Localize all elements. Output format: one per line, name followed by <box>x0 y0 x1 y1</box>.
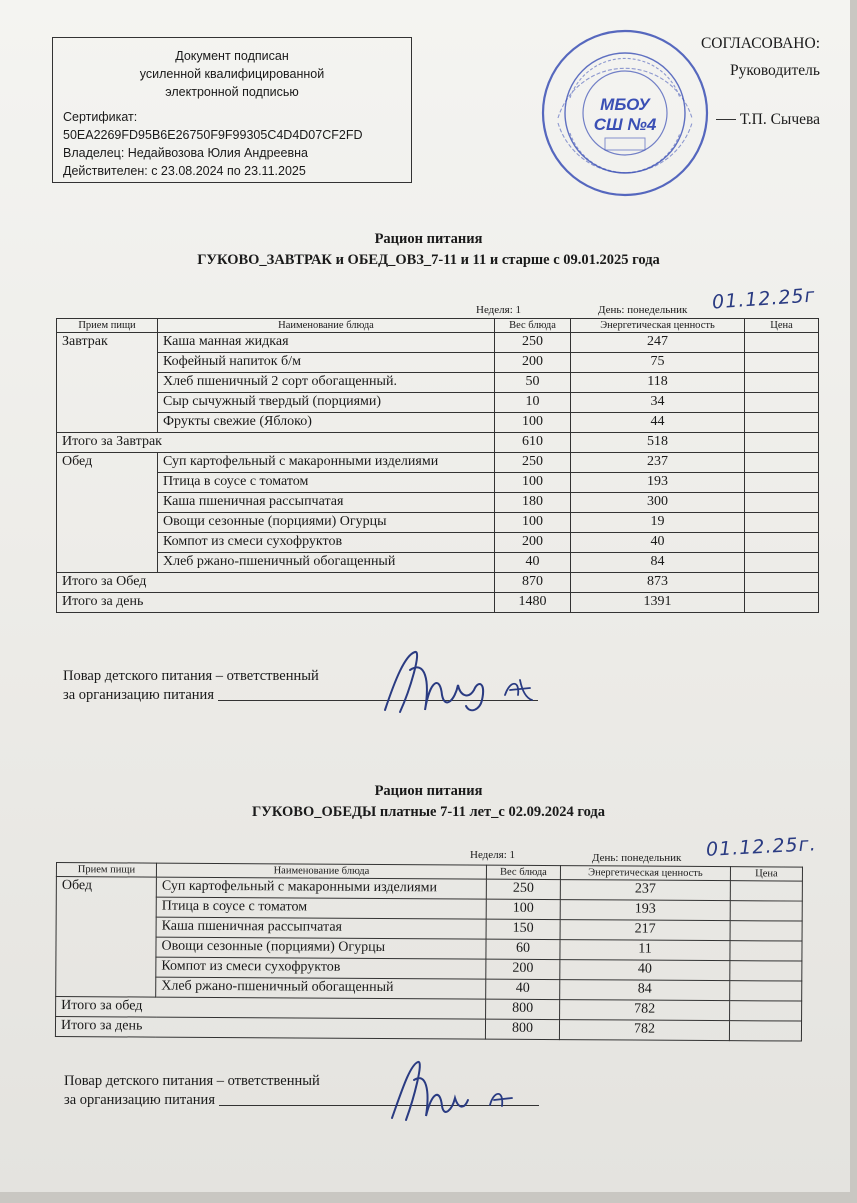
approval-role: Руководитель <box>729 62 820 79</box>
table-row: Компот из смеси сухофруктов 200 40 <box>56 957 802 982</box>
col-meal: Прием пищи <box>56 863 156 878</box>
table-row: Обед Суп картофельный с макаронными изделиями 250 237 <box>57 453 819 473</box>
table-row: Птица в соусе с томатом 100 193 <box>56 897 802 922</box>
col-energy: Энергетическая ценность <box>571 319 745 333</box>
menu1-table <box>56 318 819 613</box>
certificate-label: Сертификат: <box>63 110 138 124</box>
col-meal: Прием пищи <box>57 319 158 333</box>
col-energy: Энергетическая ценность <box>560 866 730 881</box>
col-weight: Вес блюда <box>495 319 571 333</box>
signature-heading: Документ подписан усиленной квалифицированной электронной подписью <box>139 49 325 99</box>
subtotal-row: Итого за обед 800 782 <box>56 997 802 1022</box>
table-row: Завтрак Каша манная жидкая 250 247 <box>57 333 819 353</box>
menu1-handwritten-date: 01.12.25г <box>711 284 817 314</box>
menu2-cook-line: Повар детского питания – ответственный за организацию питания <box>64 1072 539 1110</box>
certificate-owner: Владелец: Недайвозова Юлия Андреевна <box>63 146 308 160</box>
menu2-table <box>55 862 803 1042</box>
school-stamp <box>540 28 710 198</box>
menu1-cook-signature <box>370 640 550 725</box>
menu2-handwritten-date: 01.12.25г. <box>705 833 818 861</box>
day-total-row: Итого за день 1480 1391 <box>57 593 819 613</box>
table-row: Каша пшеничная рассыпчатая 150 217 <box>56 917 802 942</box>
table-row: Сыр сычужный твердый (порциями) 10 34 <box>57 393 819 413</box>
table-row: Хлеб ржано-пшеничный обогащенный 40 84 <box>56 977 802 1002</box>
certificate-validity: Действителен: с 23.08.2024 по 23.11.2025 <box>63 164 306 178</box>
menu2-title: Рацион питания ГУКОВО_ОБЕДЫ платные 7-11 лет_с 02.09.2024 года <box>251 783 606 820</box>
table-row: Хлеб пшеничный 2 сорт обогащенный. 50 118 <box>57 373 819 393</box>
menu1-cook-line: Повар детского питания – ответственный за организацию питания <box>63 667 538 705</box>
col-price: Цена <box>730 867 802 881</box>
menu2-week: Неделя: 1 <box>470 849 516 861</box>
stamp-text-2: СШ №4 <box>593 115 657 134</box>
table-row: Кофейный напиток б/м 200 75 <box>57 353 819 373</box>
col-weight: Вес блюда <box>486 865 560 879</box>
certificate-number: 50EA2269FD95B6E26750F9F99305C4D4D07CF2FD <box>63 128 363 142</box>
table-row: Компот из смеси сухофруктов 200 40 <box>57 533 819 553</box>
day-total-row: Итого за день 800 782 <box>55 1017 801 1042</box>
approval-name: Т.П. Сычева <box>739 111 820 128</box>
electronic-signature-box <box>52 37 412 183</box>
table-row: Хлеб ржано-пшеничный обогащенный 40 84 <box>57 553 819 573</box>
menu2-day: День: понедельник <box>592 852 682 864</box>
col-price: Цена <box>745 319 819 333</box>
table-row: Фрукты свежие (Яблоко) 100 44 <box>57 413 819 433</box>
menu1-week: Неделя: 1 <box>476 304 522 316</box>
table-row: Овощи сезонные (порциями) Огурцы 100 19 <box>57 513 819 533</box>
menu1-day: День: понедельник <box>598 304 688 316</box>
subtotal-row: Итого за Завтрак 610 518 <box>57 433 819 453</box>
table-row: Каша пшеничная рассыпчатая 180 300 <box>57 493 819 513</box>
approval-agreed: СОГЛАСОВАНО: <box>700 35 820 52</box>
stamp-text-1: МБОУ <box>600 95 650 114</box>
table-row: Овощи сезонные (порциями) Огурцы 60 11 <box>56 937 802 962</box>
subtotal-row: Итого за Обед 870 873 <box>57 573 819 593</box>
menu1-title: Рацион питания ГУКОВО_ЗАВТРАК и ОБЕД_ОВЗ_7-11 и 11 и старше с 09.01.2025 года <box>197 231 660 268</box>
meal-name: Завтрак <box>57 333 158 433</box>
table-row: Обед Суп картофельный с макаронными изделиями 250 237 <box>56 877 802 902</box>
approval-block <box>701 30 820 133</box>
col-dish: Наименование блюда <box>156 863 486 879</box>
col-dish: Наименование блюда <box>158 319 495 333</box>
menu2-cook-signature <box>380 1050 540 1130</box>
table-row: Птица в соусе с томатом 100 193 <box>57 473 819 493</box>
meal-name: Обед <box>56 877 157 998</box>
table-header-row <box>57 319 819 333</box>
meal-name: Обед <box>57 453 158 573</box>
